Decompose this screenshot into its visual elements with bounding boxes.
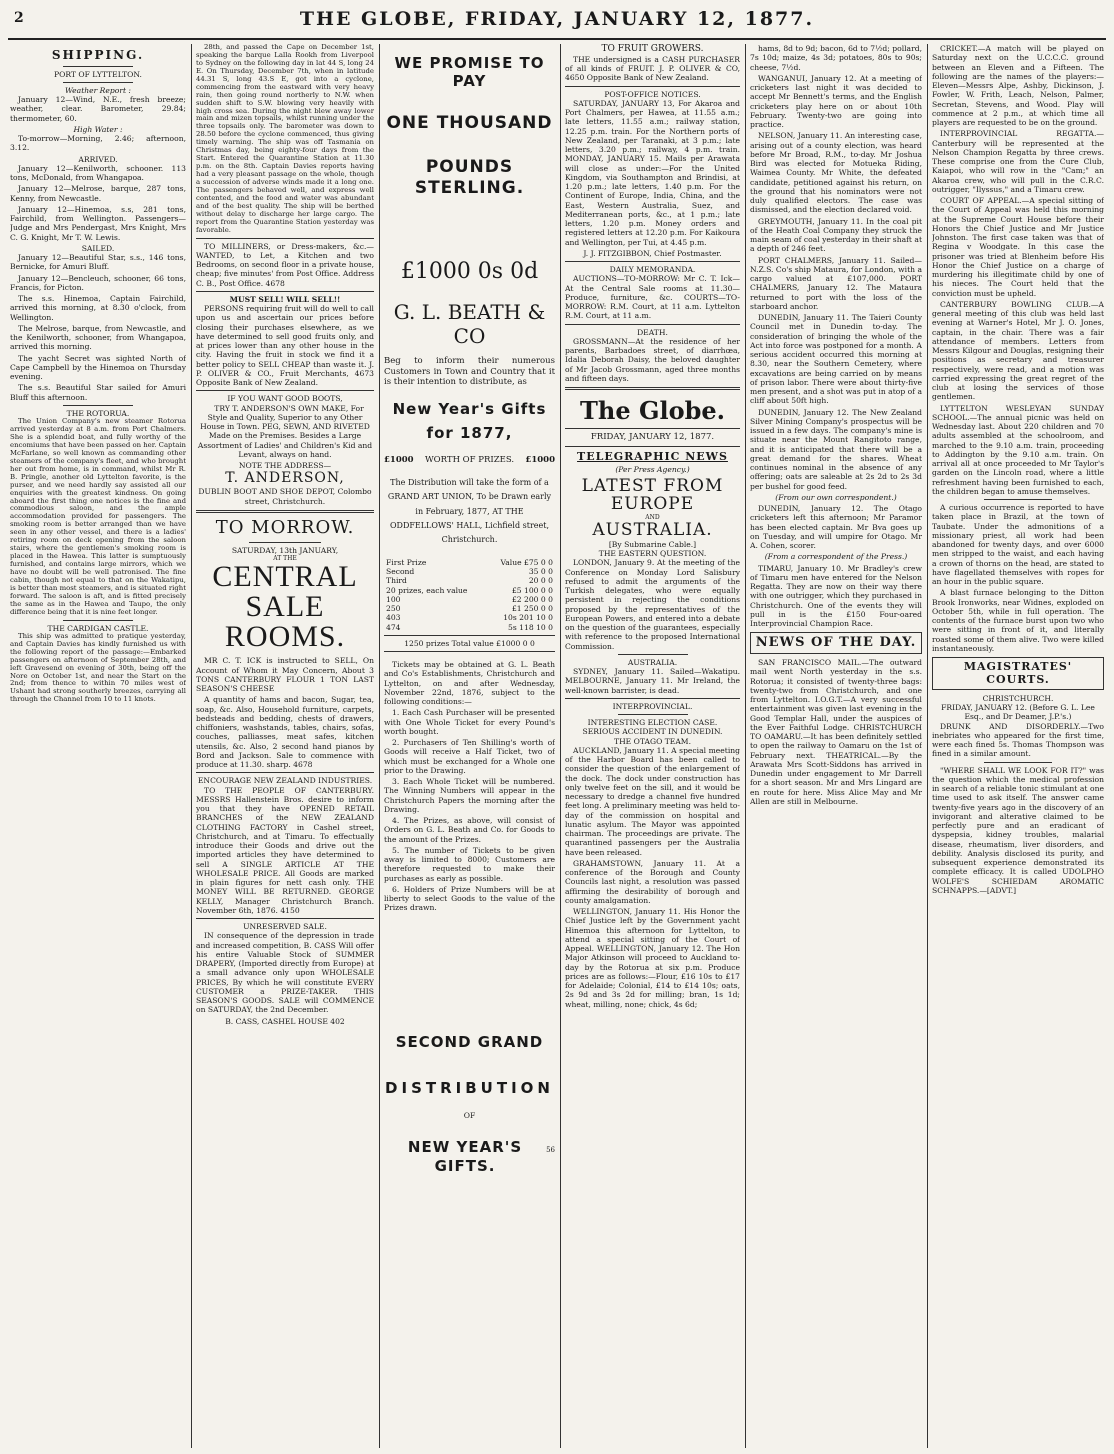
arrived-entry: January 12—Melrose, barque, 287 tons, Kenny, from Newcastle.	[10, 184, 186, 203]
telegraphic-heading: TELEGRAPHIC NEWS	[577, 449, 728, 463]
anderson-address: DUBLIN BOOT AND SHOE DEPOT, Colombo street, Christchurch.	[198, 487, 372, 506]
globe-title: The Globe.	[580, 396, 725, 426]
high-water-text: To-morrow—Morning, 2.46; afternoon, 3.12.	[10, 134, 186, 153]
tickets-text: Tickets may be obtained at G. L. Beath and Co's Establishments, Christchurch and Lyttelton, on and after Wednesday, November 22nd, 1876, subject to the following conditions:—	[384, 660, 555, 707]
prize-label: 403	[386, 613, 401, 623]
tomorrow-heading: TO MORROW.	[215, 516, 355, 538]
serious-accident-heading: SERIOUS ACCIDENT IN DUNEDIN.	[582, 727, 723, 737]
prize-row	[384, 623, 555, 632]
regatta-text: INTERPROVINCIAL REGATTA.—Canterbury will be represented at the Nelson Champion Regatta by three crews. These comprise one from the Cure Club, Kaiapoi, who will row in the "Cam;" an Akaroa crew, who will pull in the C.R.C. outrigger, "Ilyssus," and a Timaru crew.	[932, 129, 1104, 194]
blast-furnace-text: A blast furnace belonging to the Ditton Brook Ironworks, near Widnes, exploded on October 5th, while in full operation. The contents of the furnace burst upon two who were sitting in front of it, and literally roasted some of them alive. Two were killed instantaneously.	[932, 588, 1104, 653]
condition: 1. Each Cash Purchaser will be presented with One Whole Ticket for every Pound's worth bought.	[384, 708, 555, 736]
arrived-entry: January 12—Kenilworth, schooner. 113 tons, McDonald, from Whangapoa.	[10, 163, 186, 183]
new-years-line	[384, 1138, 555, 1175]
shipping-para: The yacht Secret was sighted North of Cape Campbell by the Hinemoa on Thursday evening.	[10, 353, 186, 382]
prize-label: 250	[386, 604, 401, 614]
cardigan-article: This ship was admitted to pratique yesterday, and Captain Davies has kindly furnished us with the following report of the passage:—Embarked passengers on afternoon of September 28th, and left Gravesend on evening of 30th, being off the Nore on October 1st, and near the Start on the 2nd; from thence to within 70 miles west of Ushant had strong southerly breezes, carrying all through the Channel from 10 to 11 knots.	[10, 631, 186, 704]
timaru-text: TIMARU, January 10. Mr Bradley's crew of Timaru men have entered for the Nelson Regatta. They are now on their way there with one outrigger, which they purchased in Christchurch. One of the events they will pull in is the £150 Four-oared Interprovincial Champion Race.	[750, 563, 922, 628]
divider	[63, 82, 133, 83]
cardigan-heading: THE CARDIGAN CASTLE.	[47, 623, 149, 633]
central-heading: CENTRAL	[212, 560, 358, 594]
worth-mid: WORTH OF PRIZES.	[424, 455, 515, 466]
promise-line: WE PROMISE TO PAY	[394, 54, 545, 91]
correspondent-note: (From our own correspondent.)	[775, 492, 897, 502]
cricket-text: CRICKET.—A match will be played on Saturday next on the U.C.C.C. ground between an Eleven and a Fifteen. The following are the names of the players:—Eleven—Messrs Alpe, Ashby, Dickinson, J. Fowler, W. Frith, Leach, Nelson, Palmer, Secretan, Stevens, and Wood. Play will commence at 2 p.m., at which time all players are requested to be on the ground.	[932, 44, 1104, 127]
latest-australia: AUSTRALIA.	[592, 520, 713, 541]
worth-line	[384, 455, 555, 465]
cass-footer: B. CASS, CASHEL HOUSE 402	[225, 1016, 345, 1026]
divider	[196, 918, 374, 919]
wellington-text: WELLINGTON, January 11. His Honor the Chief Justice left by the Government yacht Hinemoa this afternoon for Lyttelton, to attend a special sitting of the Court of Appeal. WELLINGTON, January 12. The Hon Major Atkinson will proceed to Auckland to-day by the Rotorua at six p.m. Produce prices are as follows:—Flour, £16 10s to £17 for Adelaide; Colonial, £14 to £14 10s; oats, 2s 9d and 3s 2d for milling; bran, 1s 1d; wheat, milling, none; chick, 4s 6d;	[565, 907, 740, 1009]
second-grand: SECOND GRAND	[395, 1032, 544, 1051]
death-heading: DEATH.	[637, 327, 668, 337]
sale-date: SATURDAY, 13th JANUARY,	[231, 545, 339, 555]
ad-number: 56	[546, 1146, 555, 1155]
rotorua-article: The Union Company's new steamer Rotorua arrived yesterday at 8 a.m. from Port Chalmers. She is a splendid boat, and fully worthy of the encomiums that have been passed on her. Captain McFarlane, so well known as commanding other steamers of the company's fleet, and who brought her out from home, is in command, whilst Mr R. B. Pringle, another old Lyttelton favorite, is the purser, and we need hardly say assisted all our enquiries with the greatest kindness. On going aboard the first thing one notices is the fine and commodious saloon, and the ample accommodation provided for passengers. The smoking room is better arranged than we have seen in any other vessel, and there is a ladies' retiring room on deck opening from the saloon stairs, where the gentlemen's smoking room is placed in the Hawea. This latter is sumptuously furnished, and contains large mirrors, which we have no doubt will be well patronised. The fine cabin, though not equal to that on the Wakatipu, is better than most steamers, and is situated right forward. The saloon is aft, and is fitted precisely the same as in the Hawea and Taupo, the only difference being that it is nine feet longer.	[10, 417, 186, 616]
divider	[618, 714, 688, 715]
condition: 6. Holders of Prize Numbers will be at liberty to select Goods to the value of the Prizes drawn.	[384, 884, 555, 913]
beg-text: Beg to inform their numerous Customers in Town and Country that it is their intention to distribute, as	[384, 356, 555, 388]
high-water-label: High Water :	[73, 124, 123, 134]
per-press: (Per Press Agency.)	[615, 465, 690, 475]
court-of-appeal-text: COURT OF APPEAL.—A special sitting of the Court of Appeal was held this morning at the Supreme Court House before their Honors the Chief Justice and Mr Justice Johnston. The first case taken was that of Regina v Woodgate. In this case the prisoner was tried at Blenheim before His Honor the Chief Justice on a charge of murdering his illegitimate child by one of his nieces. The Court held that the conviction must be upheld.	[932, 196, 1104, 298]
dunedin-cricket-text: DUNEDIN, January 12. The Otago cricketers left this afternoon; Mr Paramor has been elected captain. Mr Bva goes up on Tuesday, and will umpire for Otago. Mr A. Cohen, scorer.	[750, 504, 922, 550]
divider	[565, 698, 740, 699]
divider	[63, 66, 133, 67]
correspondent-note: (From a correspondent of the Press.)	[764, 552, 908, 562]
schnapps-ad: "WHERE SHALL WE LOOK FOR IT?" was the question which the medical profession in search of a reliable tonic stimulant at one time used to ask itself. The answer came twenty-five years ago in the discovery of an invigorant and alterative claimed to be perfectly pure and an eradicant of dyspepsia, kidney troubles, malarial disease, rheumatism, liver disorders, and debility. Analysis disclosed its purity, and subsequent experience demonstrated its complete efficacy. It is called UDOLPHO WOLFE'S SCHIEDAM AROMATIC SCHNAPPS.—[ADVT.]	[932, 765, 1104, 895]
unreserved-heading: UNRESERVED SALE.	[243, 922, 327, 932]
fruit-growers-ad: THE undersigned is a CASH PURCHASER of all kinds of FRUIT. J. P. OLIVER & CO, 4650 Opposite Bank of New Zealand.	[565, 54, 740, 83]
fruit-ad: PERSONS requiring fruit will do well to call upon us and ascertain our prices before closing their purchases elsewhere, as we have determined to sell good fruits only, and at prices lower than any other house in the city. Having the fruit in stock we find it a better policy to SELL CHEAP than waste it. J. P. OLIVER & CO., Fruit Merchants, 4673 Opposite Bank of New Zealand.	[196, 304, 374, 387]
divider	[196, 772, 374, 773]
distribution-heading: DISTRIBUTION	[385, 1078, 554, 1097]
page-number: 2	[14, 10, 26, 26]
bowling-club-text: CANTERBURY BOWLING CLUB.—A general meeting of this club was held last evening at Warner's Hotel, Mr J. O. Jones, captain, in the chair. There was a fair attendance of members. Letters from Messrs Kilgour and Douglas, resigning their positions as secretary and treasurer respectively, were read, and a motion was carried expressing the great regret of the club at losing the services of those gentlemen.	[932, 299, 1104, 402]
dunedin-text: DUNEDIN, January 11. The Taieri County Council met in Dunedin to-day. The consideration of bringing the whole of the Act into force was postponed for a month. A serious accident occurred this morning at 8.30, near the Southern Cemetery, where excavations are being carried on by means of prison labor. There were about thirty-five men present, and a shot was put in atop of a cliff about 50ft high.	[750, 313, 922, 406]
boots-heading: IF YOU WANT GOOD BOOTS,	[227, 394, 343, 404]
boots-ad: TRY T. ANDERSON'S OWN MAKE, For Style and Quality, Superior to any Other House in Town. PEG, SEWN, AND RIVETED Made on the Premises. Besides a Large Assortment of Ladies' and Children's Kid and Levant, always on hand.	[197, 403, 373, 459]
masthead	[0, 0, 1114, 38]
divider	[565, 428, 740, 429]
prize-label: Third	[386, 576, 407, 586]
arrived-label: ARRIVED.	[78, 154, 118, 164]
masthead-title: THE GLOBE, FRIDAY, JANUARY 12, 1877.	[299, 8, 815, 30]
hallenstein-ad: TO THE PEOPLE OF CANTERBURY. MESSRS Hallenstein Bros. desire to inform you that they have OPENED RETAIL BRANCHES of the NEW ZEALAND CLOTHING FACTORY in Cashel street, Christchurch, and at Timaru. To effectually introduce their Goods and drive out the imported articles they have determined to sell A SINGLE ARTICLE AT THE WHOLESALE PRICE. All Goods are marked in plain figures for nett cash only. THE MONEY WILL BE RETURNED. GEORGE KELLY, Manager Christchurch Branch. November 6th, 1876. 4150	[196, 785, 374, 915]
column-rule	[927, 44, 928, 1448]
cass-ad: IN consequence of the depression in trade and increased competition, B. CASS Will offer his entire Valuable Stock of SUMMER DRAPERY, (Imported directly from Europe) at a small advance only upon WHOLESALE PRICES, By which he will constitute EVERY CUSTOMER a PRIZE-TAKER. THIS SEASON'S GOODS. SALE will COMMENCE on SATURDAY, the 2nd December.	[196, 931, 374, 1015]
port-chalmers-text: PORT CHALMERS, January 11. Sailed—N.Z.S. Co's ship Mataura, for London, with a cargo valued at £107,000. PORT CHALMERS, January 12. The Mataura returned to port with the loss of the starboard anchor.	[750, 255, 922, 311]
death-notice: GROSSMANN—At the residence of her parents, Barbadoes street, of diarrhœa, Idalia Deborah Daisy, the beloved daughter of Mr Jacob Grossmann, aged three months and fifteen days.	[565, 336, 740, 383]
magistrates-heading: MAGISTRATES' COURTS.	[932, 657, 1104, 690]
rotorua-heading: THE ROTORUA.	[66, 408, 130, 418]
of-word: OF	[463, 1111, 476, 1121]
eastern-question-text: LONDON, January 9. At the meeting of the Conference on Monday Lord Salisbury refused to admit the arguments of the Turkish delegates, who were equally persistent in rejecting the conditions proposed by the representatives of the European Powers, and entered into a debate on the question of the guarantees, especially with reference to the proposed International Commission.	[565, 558, 740, 651]
prize-label: Second	[386, 567, 415, 577]
port-heading: PORT OF LYTTELTON.	[54, 69, 142, 79]
election-case-heading: INTERESTING ELECTION CASE.	[587, 718, 718, 728]
encourage-heading: ENCOURAGE NEW ZEALAND INDUSTRIES.	[197, 776, 373, 786]
condition: 4. The Prizes, as above, will consist of Orders on G. L. Beath and Co. for Goods to the amount of the Prizes.	[384, 816, 555, 844]
column-news-3	[932, 44, 1104, 1448]
column-rule	[560, 44, 561, 1448]
prize-row	[384, 595, 555, 604]
prize-total: 1250 prizes Total value £1000 0 0	[404, 638, 535, 648]
latest-europe: LATEST FROM EUROPE	[581, 475, 724, 515]
prize-value: £1 250 0 0	[511, 604, 553, 614]
wanganui-text: WANGANUI, January 12. At a meeting of cricketers last night it was decided to accept Mr Bennett's terms, and the English cricketers play here on or about 10th February. Twenty-two are going into practice.	[750, 73, 922, 129]
note-address: NOTE THE ADDRESS—	[238, 461, 332, 470]
divider	[618, 654, 688, 655]
one-thousand: ONE THOUSAND	[386, 112, 553, 133]
otago-team-heading: THE OTAGO TEAM.	[614, 736, 691, 746]
milliners-ad: TO MILLINERS, or Dress-makers, &c.—WANTED, to Let, a Kitchen and two Bedrooms, on second floor in a private house, cheap; five minutes' from Post Office. Address C. B., Post Office. 4678	[196, 241, 374, 288]
prize-row	[384, 567, 555, 576]
column-rule	[379, 44, 380, 1448]
worth-right: £1000	[525, 455, 555, 466]
weather-label: Weather Report :	[65, 85, 131, 95]
must-sell-heading: MUST SELL! WILL SELL!!	[229, 294, 341, 304]
divider	[196, 238, 374, 239]
firm-name: G. L. BEATH & CO	[393, 299, 546, 349]
amount: £1000 0s 0d	[400, 258, 539, 284]
greymouth-text: GREYMOUTH, January 11. In the coal pit of the Heath Coal Company they struck the main seam of coal yesterday in their shaft at a depth of 246 feet.	[750, 216, 922, 254]
ick-ad-items: A quantity of hams and bacon, Sugar, tea, soap, &c. Also, Household furniture, carpets, bedsteads and bedding, chests of drawers, chiffoniers, washstands, tables, chairs, sofas, couches, palliasses, meat safes, kitchen utensils, &c. Also, 2 second hand pianos by Bord and Jackson. Sale to commence with produce at 11.30. sharp. 4678	[196, 695, 374, 770]
christchurch-heading: CHRISTCHURCH.	[982, 693, 1054, 703]
prize-label: 474	[386, 622, 401, 632]
prize-value: 35 0 0	[528, 567, 553, 577]
grahamstown-text: GRAHAMSTOWN, January 11. At a conference of the Borough and County Councils last night, a resolution was passed affirming the desirability of borough and county amalgamation.	[565, 858, 740, 905]
prize-value: 20 0 0	[528, 576, 553, 586]
brazil-text: A curious occurrence is reported to have taken place in Brazil, at the town of Taubate. Under the admonitions of a missionary priest, all work had been abandoned for twenty days, and over 6000 men stripped to the waist, and each having a crown of thorns on the head, are stated to have flagellated themselves with ropes for an hour in the public square.	[932, 503, 1104, 586]
divider	[565, 387, 740, 390]
post-office-heading: POST-OFFICE NOTICES.	[604, 89, 701, 99]
column-news-2	[750, 44, 922, 1448]
divider	[63, 405, 133, 406]
divider	[565, 446, 740, 447]
australia-heading: AUSTRALIA.	[627, 657, 678, 667]
shipping-para: The Melrose, barque, from Newcastle, and the Kenilworth, schooner, from Whangapoa, arrived this morning.	[10, 323, 186, 352]
divider	[565, 324, 740, 325]
post-office-text: SATURDAY, JANUARY 13, For Akaroa and Port Chalmers, per Hawea, at 11.55 a.m.; late letters, 11.55 a.m.; railway station, 12.25 p.m. train. For the Northern ports of New Zealand, per Taranaki, at 3 p.m.; late letters, 3.20 p.m.; railway, 4 p.m. train. MONDAY, JANUARY 15. Mails per Arawata will close as under:—For the United Kingdom, via Southampton and Brindisi, at 1.20 p.m.; late letters, 1.40 p.m. For the Continent of Europe, India, China, and the East, Western Australia, Suez, and Mediterranean ports, &c., at 1 p.m.; late letters, 1.20 p.m. Money orders and registered letters at 12.20 p.m. For Kaikoura and Wellington, per Tui, at 4.45 p.m.	[565, 98, 740, 247]
prize-row	[384, 576, 555, 585]
divider	[196, 291, 374, 292]
at-the: AT THE	[273, 555, 297, 563]
sailed-entry: January 12—Beautiful Star, s.s., 146 tons, Bernicke, for Amuri Bluff.	[10, 253, 186, 272]
sailed-label: SAILED.	[81, 243, 115, 253]
column-rule	[191, 44, 192, 1448]
prize-label: 20 prizes, each value	[386, 585, 468, 595]
postmaster: J. J. FITZGIBBON, Chief Postmaster.	[583, 248, 722, 258]
arrived-entry: January 12—Hinemoa, s.s, 281 tons, Fairchild, from Wellington. Passengers—Judge and Mrs Pendergast, Mrs Knight, Mrs C. G. Knight, Mr T. W. Lewis.	[10, 204, 186, 242]
wesleyan-text: LYTTELTON WESLEYAN SUNDAY SCHOOL.—The annual picnic was held on Wednesday last. About 220 children and 70 adults assembled at the schoolroom, and marched to the 9.10 a.m. train, proceeding to Addington by the 9.10 a.m. train. On arrival all at once proceeded to Mr Taylor's garden on the Lincoln road, where a little refreshment having been furnished to each, the children began to amuse themselves.	[932, 403, 1104, 496]
prize-value: Value £75 0 0	[500, 557, 553, 567]
produce-prices: hams, 8d to 9d; bacon, 6d to 7½d; pollard, 7s 10d; maize, 4s 3d; potatoes, 80s to 90s; cheese, 7½d.	[750, 44, 922, 72]
shipping-heading: SHIPPING.	[51, 48, 145, 62]
auckland-text: AUCKLAND, January 11. A special meeting of the Harbor Board has been called to consider the question of the enlargement of the dock. The dock under construction has only twelve feet on the sill, and it would be necessary to dredge a channel five hundred feet long. A preliminary meeting was held to-day of the commission on hospital and lunatic asylum. The Mayor was appointed chairman. The proceedings are private. The quarantined passengers per the Australia have been released.	[565, 745, 740, 857]
column-ads-1	[196, 44, 374, 1448]
divider	[63, 620, 133, 621]
shipping-para: The s.s. Hinemoa, Captain Fairchild, arrived this morning, at 8.30 o'clock, from Wellington.	[10, 294, 186, 322]
column-shipping	[10, 44, 186, 1448]
anderson-name: T. ANDERSON,	[225, 470, 345, 487]
condition: 3. Each Whole Ticket will be numbered. The Winning Numbers will appear in the Christchurch Papers the morning after the Drawing.	[384, 777, 555, 814]
column-rule	[745, 44, 746, 1448]
prize-row	[384, 604, 555, 613]
nelson-text: NELSON, January 11. An interesting case, arising out of a county election, was heard before Mr Broad, R.M., to-day. Mr Joshua Bird was elected for Motueka Riding, Waimea County. Mr White, the defeated candidate, petitioned against his return, on the ground that his nominators were not duly qualified electors. The case was dismissed, and the election declared void.	[750, 131, 922, 215]
prize-label: 100	[386, 594, 401, 604]
divider	[984, 499, 1053, 500]
prize-value: £2 200 0 0	[511, 594, 553, 604]
globe-date: FRIDAY, JANUARY 12, 1877.	[590, 432, 715, 443]
prize-table	[384, 558, 555, 632]
sailed-entry: January 12—Bencleuch, schooner, 66 tons, Francis, for Picton.	[10, 273, 186, 292]
weather-text: January 12—Wind, N.E., fresh breeze; weather, clear. Barometer, 29.84; thermometer, 60.	[10, 95, 186, 123]
condition: 5. The number of Tickets to be given away is limited to 8000; Customers are therefore requested to make their purchases as early as possible.	[384, 845, 555, 883]
daily-memoranda-text: AUCTIONS—TO-MORROW: Mr C. T. Ick—At the Central Sale rooms at 11.30—Produce, furniture, &c. COURTS—TO-MORROW: R.M. Court, at 11 a.m. Lyttelton R.M. Court, at 11 a.m.	[565, 274, 740, 321]
prize-row	[384, 586, 555, 595]
column-news-1	[565, 44, 740, 1448]
column-beath-ad	[384, 44, 555, 1448]
sale-rooms-heading: SALE ROOMS.	[224, 590, 346, 654]
pounds-sterling: POUNDS STERLING.	[414, 157, 525, 199]
prize-row	[384, 613, 555, 622]
shipping-para: The s.s. Beautiful Star sailed for Amuri Bluff this afternoon.	[10, 383, 186, 402]
by-cable: [By Submarine Cable.]	[608, 539, 697, 549]
interprovincial-heading: INTERPROVINCIAL.	[612, 701, 693, 711]
and-word: AND	[645, 513, 660, 521]
drunk-text: DRUNK AND DISORDERLY.—Two inebriates who appeared for the first time, were each fined 5s. Thomas Thompson was fined in a similar amount.	[932, 721, 1104, 759]
australia-text: SYDNEY, January 11. Sailed—Wakatipu. MELBOURNE, January 11. Mr Ireland, the well-known barrister, is dead.	[565, 667, 740, 695]
divider	[565, 86, 740, 87]
prize-value: 10s 201 10 0	[503, 613, 553, 623]
eastern-question: THE EASTERN QUESTION.	[598, 549, 707, 559]
new-years-gifts: NEW YEAR'S GIFTS.	[407, 1138, 523, 1175]
distribution-text: The Distribution will take the form of a GRAND ART UNION, To be Drawn early in February, 1877, AT THE ODDFELLOWS' HALL, Lichfield street, Christchurch.	[387, 477, 552, 545]
prize-label: First Prize	[386, 557, 427, 567]
masthead-rule	[8, 38, 1106, 40]
news-of-the-day-text: SAN FRANCISCO MAIL.—The outward mail went North yesterday in the s.s. Rotorua; it consisted of twenty-three bags: twenty-two from Christchurch, and one from Lyttelton. I.O.G.T.—A very successful entertainment was given last evening in the Good Templar Hall, under the auspices of the Ever Faithful Lodge. CHRISTCHURCH TO OAMARU.—It has been definitely settled to open the railway to Oamaru on the 1st of February next. THEATRICAL.—By the Arawata Mrs Scott-Siddons has arrived in Dunedin under engagement to Mr Darrell for a short season. Mr and Mrs Lingard are en route for here. Miss Alice May and Mr Allen are still in Melbourne.	[750, 658, 922, 806]
cardigan-continued: 28th, and passed the Cape on December 1st, speaking the barque Lalla Rookh from Liverpool to Sydney on the following day in lat 44 S, long 24 E. On Thursday, December 7th, when in latitude 44.31 S, long 43.S E, got into a cyclone, commencing from the eastward with very heavy rain, then going round northerly to N.W. when sudden shift to S.W. blowing very heavily with high cross sea. During the night blew away lower main and mizen topsails, whilst running under the three topsails only. The barometer was down to 28.50 before the cyclone commenced, thus giving timely warning. The ship was off Tasmania on Christmas day, being eighty-four days from the Start. Entered the Quarantine Station at 11.30 p.m. on the 8th. Captain Davies reports having had a very pleasant passage on the whole, though a succession of adverse winds made it a long one. The passengers behaved well, and express well contented, and the food and water was abundant and of the best quality. The ship will be berthed without delay to discharge her large cargo. The report from the Quarantine Station yesterday was favorable.	[196, 44, 374, 234]
worth-left: £1000	[384, 455, 414, 466]
court-date: FRIDAY, JANUARY 12. (Before G. L. Lee Esq., and Dr Deamer, J.P.'s.)	[941, 703, 1095, 722]
news-of-the-day-heading: NEWS OF THE DAY.	[750, 632, 922, 654]
divider	[984, 762, 1053, 763]
prize-value: 5s 118 10 0	[508, 622, 553, 632]
prize-row	[384, 558, 555, 567]
gifts-heading: New Year's Gifts for 1877,	[392, 400, 547, 443]
divider	[384, 635, 555, 636]
divider	[196, 510, 374, 513]
divider	[196, 390, 374, 391]
daily-memoranda-heading: DAILY MEMORANDA.	[609, 265, 696, 275]
prize-value: £5 100 0 0	[511, 585, 553, 595]
divider	[249, 542, 320, 543]
dunedin-mining-text: DUNEDIN, January 12. The New Zealand Silver Mining Company's prospectus will be issued in a few days. The company's mine is situate near the Mount Rangitoto range, and it is anticipated that there will be a great demand for the shares. Wheat continues nominal in the absence of any offering; oats are saleable at 2s 2d to 2s 3d per bushel for good feed.	[750, 407, 922, 491]
divider	[565, 261, 740, 262]
fruit-growers-heading: TO FRUIT GROWERS.	[601, 44, 704, 54]
ick-ad: MR C. T. ICK is instructed to SELL, On Account of Whom it May Concern, About 3 TONS CANTERBURY FLOUR 1 TON LAST SEASON'S CHEESE	[196, 656, 374, 694]
condition: 2. Purchasers of Ten Shilling's worth of Goods will receive a Half Ticket, two of which must be exchanged for a Whole one prior to the Drawing.	[384, 738, 555, 775]
divider	[384, 651, 555, 652]
